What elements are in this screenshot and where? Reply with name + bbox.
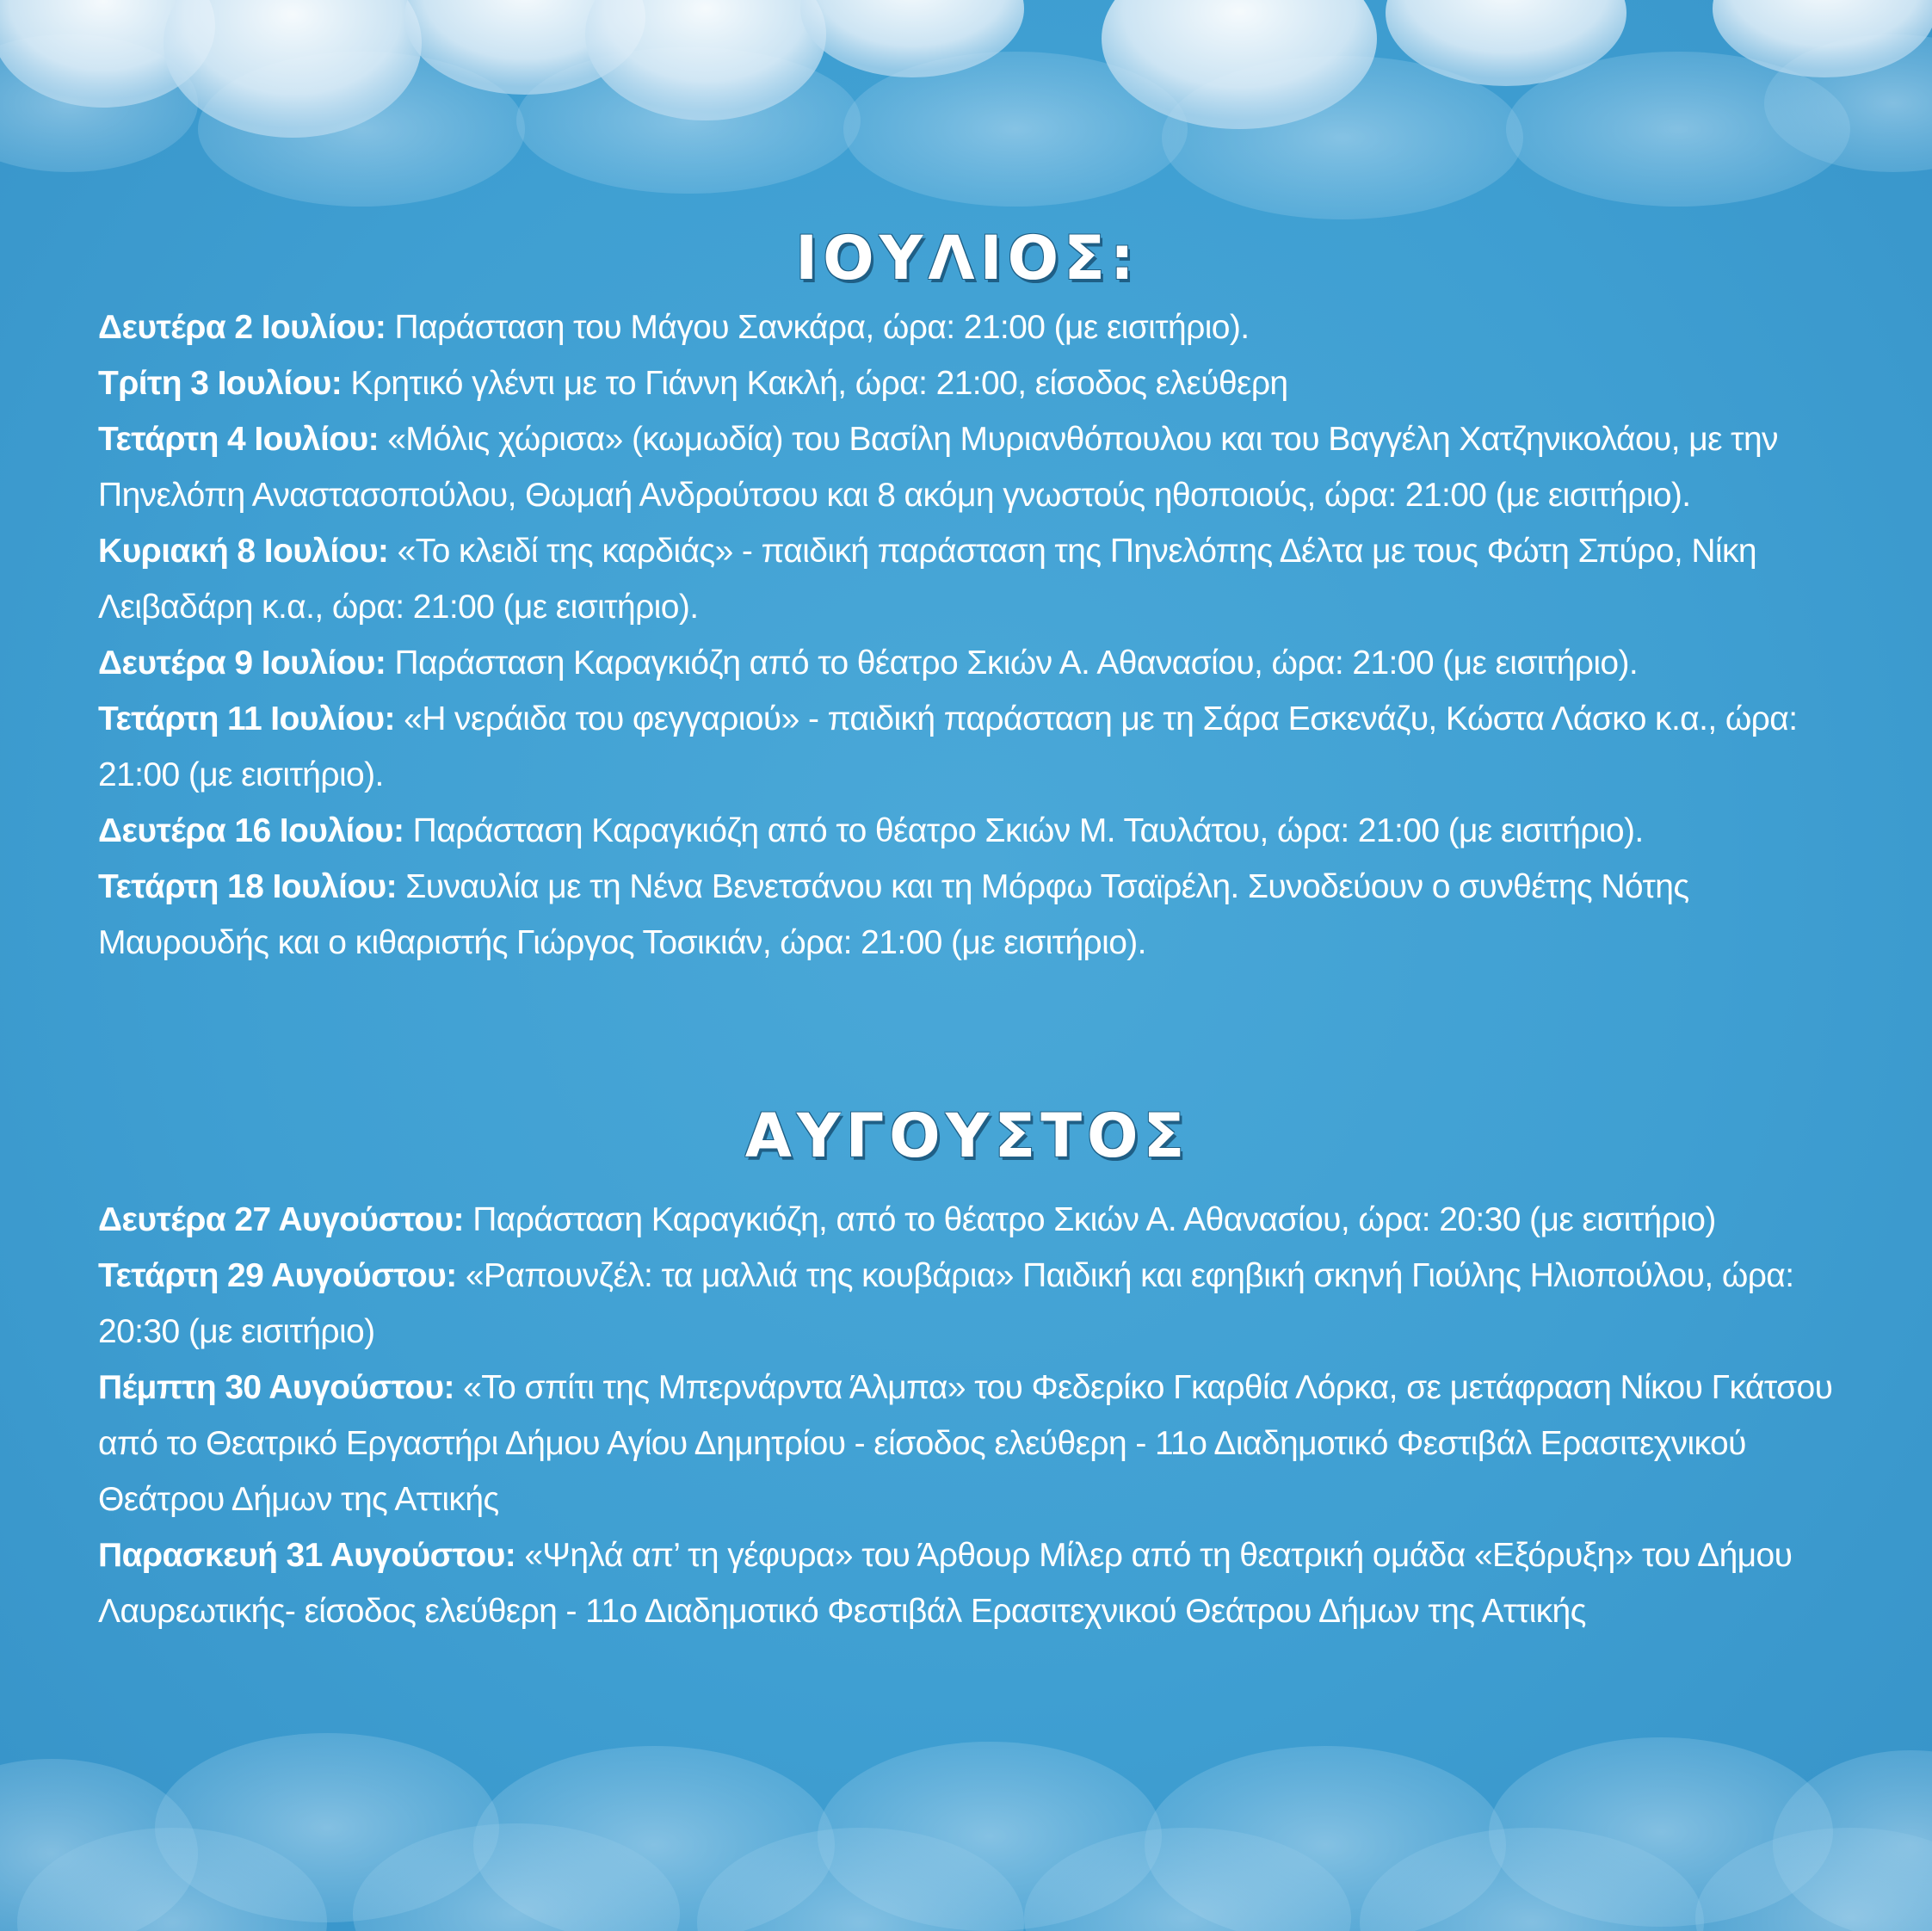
event-list-august [98, 1192, 1836, 1639]
event-date: Δευτέρα 16 Ιουλίου: [98, 812, 404, 849]
event-description: «Η νεράιδα του φεγγαριού» - παιδική παράσταση με τη Σάρα Εσκενάζυ, Κώστα Λάσκο κ.α., ώρα: 21:00 (με εισιτήριο). [98, 700, 1798, 793]
event-item [98, 691, 1836, 803]
event-date: Τετάρτη 29 Αυγούστου: [98, 1257, 457, 1294]
event-item [98, 1192, 1836, 1248]
event-item [98, 355, 1836, 411]
event-item [98, 523, 1836, 635]
event-description: Παράσταση Καραγκιόζη από το θέατρο Σκιών Μ. Ταυλάτου, ώρα: 21:00 (με εισιτήριο). [412, 812, 1644, 849]
event-item [98, 1248, 1836, 1360]
event-item [98, 635, 1836, 691]
event-date: Τρίτη 3 Ιουλίου: [98, 365, 343, 402]
event-description: Παράσταση του Μάγου Σανκάρα, ώρα: 21:00 (με εισιτήριο). [394, 309, 1250, 346]
clouds-top-decoration [0, 0, 1932, 258]
month-title-august: ΑΥΓΟΥΣΤΟΣ [744, 1100, 1190, 1171]
event-date: Τετάρτη 11 Ιουλίου: [98, 700, 395, 737]
event-date: Πέμπτη 30 Αυγούστου: [98, 1369, 454, 1406]
event-date: Δευτέρα 27 Αυγούστου: [98, 1201, 464, 1238]
event-item [98, 859, 1836, 971]
event-description: «Ψηλά απ’ τη γέφυρα» του Άρθουρ Μίλερ από τη θεατρική ομάδα «Εξόρυξη» του Δήμου Λαυρεωτικής- είσοδος ελεύθερη - 11ο Διαδημοτικό Φεστιβάλ Ερασιτεχνικού Θεάτρου Δήμων της Αττικής [98, 1537, 1793, 1630]
event-item [98, 803, 1836, 859]
event-item [98, 299, 1836, 355]
event-description: Παράσταση Καραγκιόζη, από το θέατρο Σκιών Α. Αθανασίου, ώρα: 20:30 (με εισιτήριο) [472, 1201, 1716, 1238]
event-item [98, 411, 1836, 523]
event-date: Κυριακή 8 Ιουλίου: [98, 533, 389, 570]
month-title-july: ΙΟΥΛΙΟΣ: [795, 222, 1139, 293]
event-description: «Μόλις χώρισα» (κωμωδία) του Βασίλη Μυριανθόπουλου και του Βαγγέλη Χατζηνικολάου, με την Πηνελόπη Αναστασοπούλου, Θωμαή Ανδρούτσου και 8 ακόμη γνωστούς ηθοποιούς, ώρα: 21:00 (με εισιτήριο). [98, 421, 1778, 514]
event-item [98, 1527, 1836, 1639]
event-date: Δευτέρα 9 Ιουλίου: [98, 645, 386, 682]
event-description: Κρητικό γλέντι με το Γιάννη Κακλή, ώρα: 21:00, είσοδος ελεύθερη [350, 365, 1288, 402]
event-description: «Ραπουνζέλ: τα μαλλιά της κουβάρια» Παιδική και εφηβική σκηνή Γιούλης Ηλιοπούλου, ώρα: 20:30 (με εισιτήριο) [98, 1257, 1794, 1350]
event-date: Τετάρτη 4 Ιουλίου: [98, 421, 379, 458]
event-date: Τετάρτη 18 Ιουλίου: [98, 868, 398, 905]
event-description: Παράσταση Καραγκιόζη από το θέατρο Σκιών Α. Αθανασίου, ώρα: 21:00 (με εισιτήριο). [394, 645, 1639, 682]
event-date: Παρασκευή 31 Αυγούστου: [98, 1537, 516, 1574]
event-item [98, 1360, 1836, 1527]
event-list-july [98, 299, 1836, 971]
event-description: Συναυλία με τη Νένα Βενετσάνου και τη Μόρφω Τσαϊρέλη. Συνοδεύουν ο συνθέτης Νότης Μαυρουδής και ο κιθαριστής Γιώργος Τοσικιάν, ώρα: 21:00 (με εισιτήριο). [98, 868, 1689, 961]
event-description: «Το κλειδί της καρδιάς» - παιδική παράσταση της Πηνελόπης Δέλτα με τους Φώτη Σπύρο, Νίκη Λειβαδάρη κ.α., ώρα: 21:00 (με εισιτήριο). [98, 533, 1756, 626]
clouds-bottom-decoration [0, 1673, 1932, 1931]
event-date: Δευτέρα 2 Ιουλίου: [98, 309, 386, 346]
event-description: «Το σπίτι της Μπερνάρντα Άλμπα» του Φεδερίκο Γκαρθία Λόρκα, σε μετάφραση Νίκου Γκάτσου από το Θεατρικό Εργαστήρι Δήμου Αγίου Δημητρίου - είσοδος ελεύθερη - 11ο Διαδημοτικό Φεστιβάλ Ερασιτεχνικού Θεάτρου Δήμων της Αττικής [98, 1369, 1833, 1518]
